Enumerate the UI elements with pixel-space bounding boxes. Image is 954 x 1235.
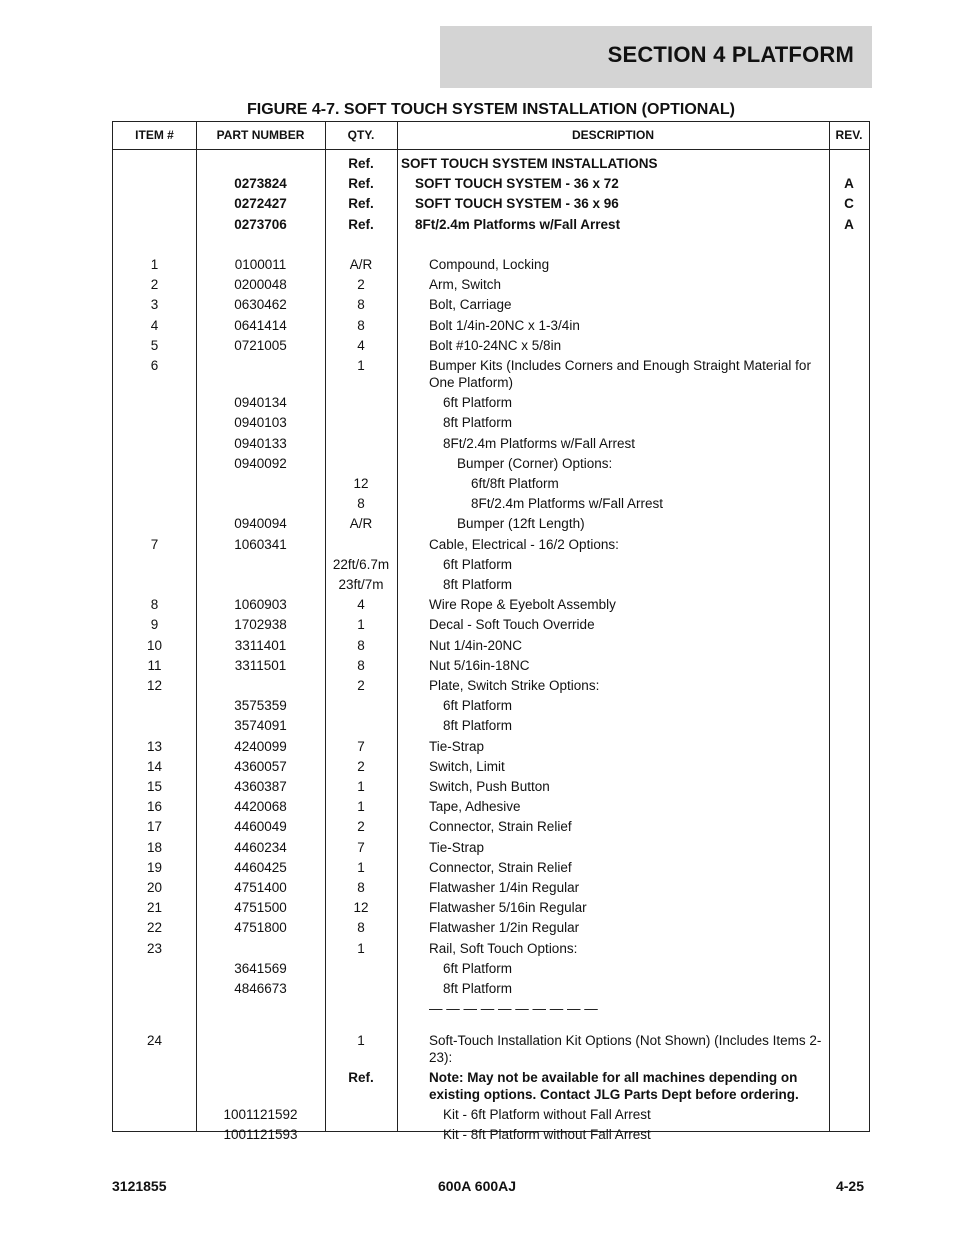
- description: Decal - Soft Touch Override: [429, 617, 595, 633]
- footer-model: 600A 600AJ: [437, 1178, 517, 1194]
- description: Bumper (12ft Length): [457, 516, 585, 532]
- revision: A: [844, 176, 854, 192]
- quantity: 2: [357, 758, 365, 774]
- part-number: 4420068: [234, 799, 287, 815]
- quantity: 12: [353, 476, 369, 491]
- part-number: 3641569: [234, 960, 287, 976]
- description: SOFT TOUCH SYSTEM - 36 x 72: [415, 176, 619, 192]
- part-number: 4846673: [234, 981, 287, 996]
- part-number: 0630462: [234, 297, 287, 313]
- description: Tape, Adhesive: [429, 799, 521, 815]
- quantity: A/R: [349, 257, 373, 272]
- description: Soft-Touch Installation Kit Options (Not Shown) (Includes Items 2-23):: [429, 1032, 822, 1065]
- item-number: 5: [150, 337, 159, 353]
- quantity: 8: [357, 880, 365, 895]
- part-number: 0940094: [234, 516, 287, 532]
- section-header-box: [440, 26, 872, 88]
- item-number: 21: [146, 900, 163, 916]
- description: 6ft Platform: [443, 395, 513, 411]
- header-divider: [113, 149, 869, 150]
- parts-table: [112, 121, 870, 1143]
- quantity: 8: [357, 496, 365, 512]
- part-number: 0940133: [234, 435, 287, 451]
- description: Bumper Kits (Includes Corners and Enough Straight Material for One Platform): [429, 358, 811, 390]
- item-number: 19: [146, 859, 163, 875]
- quantity: 2: [357, 277, 365, 293]
- item-number: 13: [146, 738, 163, 754]
- part-number: 1060903: [234, 597, 287, 613]
- quantity: 2: [357, 819, 365, 835]
- description: 8ft Platform: [443, 718, 513, 734]
- footer-page-number: 4-25: [835, 1178, 864, 1194]
- quantity: 23ft/7m: [338, 577, 384, 592]
- item-number: 3: [150, 297, 159, 313]
- description: Plate, Switch Strike Options:: [429, 678, 600, 693]
- quantity: 4: [357, 337, 365, 353]
- part-number: 0721005: [234, 337, 287, 353]
- item-number: 10: [146, 637, 163, 653]
- item-number: 22: [146, 920, 163, 936]
- quantity: 1: [357, 940, 365, 956]
- description: Bolt, Carriage: [429, 297, 512, 313]
- description: Bolt 1/4in-20NC x 1-3/4in: [429, 317, 580, 333]
- description: Nut 5/16in-18NC: [429, 657, 530, 673]
- part-number: 3311501: [234, 657, 287, 673]
- quantity: 7: [357, 839, 365, 855]
- description: 8ft Platform: [443, 981, 513, 996]
- part-number: 1060341: [234, 536, 287, 552]
- description: Arm, Switch: [429, 277, 502, 293]
- description: 6ft Platform: [443, 960, 513, 976]
- column-divider: [397, 122, 398, 1131]
- description: 8ft Platform: [443, 577, 513, 592]
- part-number: 3311401: [234, 637, 287, 653]
- quantity: 22ft/6.7m: [332, 556, 390, 572]
- quantity: 4: [357, 597, 365, 613]
- part-number: 4751400: [234, 880, 287, 895]
- description: Switch, Limit: [429, 758, 505, 774]
- description: Note: May not be available for all machines depending on existing options. Contact JLG Parts Dept before ordering.: [429, 1069, 799, 1102]
- column-header-rev: REV.: [835, 128, 863, 142]
- column-header-description: DESCRIPTION: [571, 128, 654, 142]
- description: 6ft Platform: [443, 698, 513, 714]
- quantity: Ref.: [348, 216, 374, 232]
- column-divider: [829, 122, 830, 1131]
- footer-doc-number: 3121855: [112, 1178, 167, 1194]
- description: Nut 1/4in-20NC: [429, 637, 523, 653]
- description: Compound, Locking: [429, 257, 550, 272]
- part-number: 4360387: [234, 779, 287, 794]
- part-number: 4240099: [234, 738, 287, 754]
- quantity: 2: [357, 678, 365, 693]
- section-title: SECTION 4 PLATFORM: [607, 42, 854, 67]
- description: SOFT TOUCH SYSTEM INSTALLATIONS: [401, 156, 658, 171]
- quantity: 1: [357, 1032, 365, 1048]
- column-header-item: ITEM #: [135, 128, 174, 142]
- quantity: Ref.: [348, 176, 374, 192]
- revision: C: [844, 196, 854, 212]
- column-header-qty: QTY.: [347, 128, 375, 142]
- item-number: 17: [146, 819, 163, 835]
- description: 6ft/8ft Platform: [471, 476, 559, 491]
- part-number: 0641414: [234, 317, 287, 333]
- description: Tie-Strap: [429, 839, 485, 855]
- item-number: 23: [146, 940, 163, 956]
- description: Switch, Push Button: [429, 779, 550, 794]
- item-number: 9: [150, 617, 159, 633]
- quantity: 8: [357, 657, 365, 673]
- quantity: 1: [357, 779, 365, 794]
- item-number: 4: [150, 317, 159, 333]
- part-number: 1001121592: [223, 1106, 298, 1122]
- part-number: 4360057: [234, 758, 287, 774]
- quantity: 8: [357, 637, 365, 653]
- figure-title: FIGURE 4-7. SOFT TOUCH SYSTEM INSTALLATION (OPTIONAL): [247, 101, 735, 118]
- part-number: 4460049: [234, 819, 287, 835]
- item-number: 7: [150, 536, 159, 552]
- quantity: 12: [353, 900, 369, 916]
- column-header-part-number: PART NUMBER: [216, 128, 305, 142]
- quantity: Ref.: [348, 196, 374, 212]
- item-number: 20: [146, 880, 163, 895]
- part-number: 0200048: [234, 277, 287, 293]
- description: Bumper (Corner) Options:: [457, 455, 613, 471]
- part-number: 0272427: [234, 196, 287, 212]
- quantity: 1: [357, 358, 365, 373]
- item-number: 2: [150, 277, 159, 293]
- revision: A: [844, 216, 854, 232]
- description: 8Ft/2.4m Platforms w/Fall Arrest: [415, 216, 621, 232]
- quantity: 1: [357, 859, 365, 875]
- item-number: 6: [150, 358, 159, 373]
- description: Cable, Electrical - 16/2 Options:: [429, 536, 619, 552]
- item-number: 1: [150, 257, 159, 272]
- quantity: 8: [357, 317, 365, 333]
- description: Connector, Strain Relief: [429, 859, 572, 875]
- part-number: 4460425: [234, 859, 287, 875]
- part-number: 0940103: [234, 415, 287, 431]
- description: 8ft Platform: [443, 415, 513, 431]
- description: Connector, Strain Relief: [429, 819, 572, 835]
- part-number: 3574091: [234, 718, 287, 734]
- item-number: 16: [146, 799, 163, 815]
- item-number: 14: [146, 758, 163, 774]
- item-number: 15: [146, 779, 163, 794]
- part-number: 0273824: [234, 176, 287, 192]
- quantity: Ref.: [348, 1069, 374, 1085]
- description: — — — — — — — — — —: [429, 1001, 598, 1017]
- part-number: 0100011: [234, 257, 287, 272]
- quantity: 1: [357, 617, 365, 633]
- item-number: 8: [150, 597, 159, 613]
- quantity: 7: [357, 738, 365, 754]
- quantity: 1: [357, 799, 365, 815]
- part-number: 0940134: [234, 395, 287, 411]
- description: Wire Rope & Eyebolt Assembly: [429, 597, 616, 613]
- description: Tie-Strap: [429, 738, 485, 754]
- part-number: 4751800: [234, 920, 287, 936]
- item-number: 12: [146, 678, 163, 693]
- quantity: 8: [357, 297, 365, 313]
- description: 8Ft/2.4m Platforms w/Fall Arrest: [471, 496, 664, 512]
- part-number: 3575359: [234, 698, 287, 714]
- description: 6ft Platform: [443, 556, 513, 572]
- item-number: 18: [146, 839, 163, 855]
- part-number: 1001121593: [223, 1127, 298, 1143]
- quantity: Ref.: [348, 156, 374, 171]
- item-number: 11: [147, 657, 162, 673]
- description: 8Ft/2.4m Platforms w/Fall Arrest: [443, 435, 636, 451]
- quantity: 8: [357, 920, 365, 936]
- part-number: 4460234: [234, 839, 287, 855]
- description: Flatwasher 5/16in Regular: [429, 900, 587, 916]
- part-number: 0940092: [234, 455, 287, 471]
- part-number: 1702938: [234, 617, 287, 633]
- description: Kit - 8ft Platform without Fall Arrest: [443, 1127, 651, 1143]
- description: Kit - 6ft Platform without Fall Arrest: [443, 1106, 651, 1122]
- quantity: A/R: [349, 516, 373, 532]
- description: Flatwasher 1/4in Regular: [429, 880, 580, 895]
- description: Flatwasher 1/2in Regular: [429, 920, 580, 936]
- item-number: 24: [146, 1032, 163, 1048]
- part-number: 0273706: [234, 216, 287, 232]
- description: Bolt #10-24NC x 5/8in: [429, 337, 562, 353]
- description: Rail, Soft Touch Options:: [429, 940, 578, 956]
- description: SOFT TOUCH SYSTEM - 36 x 96: [415, 196, 619, 212]
- part-number: 4751500: [234, 900, 287, 916]
